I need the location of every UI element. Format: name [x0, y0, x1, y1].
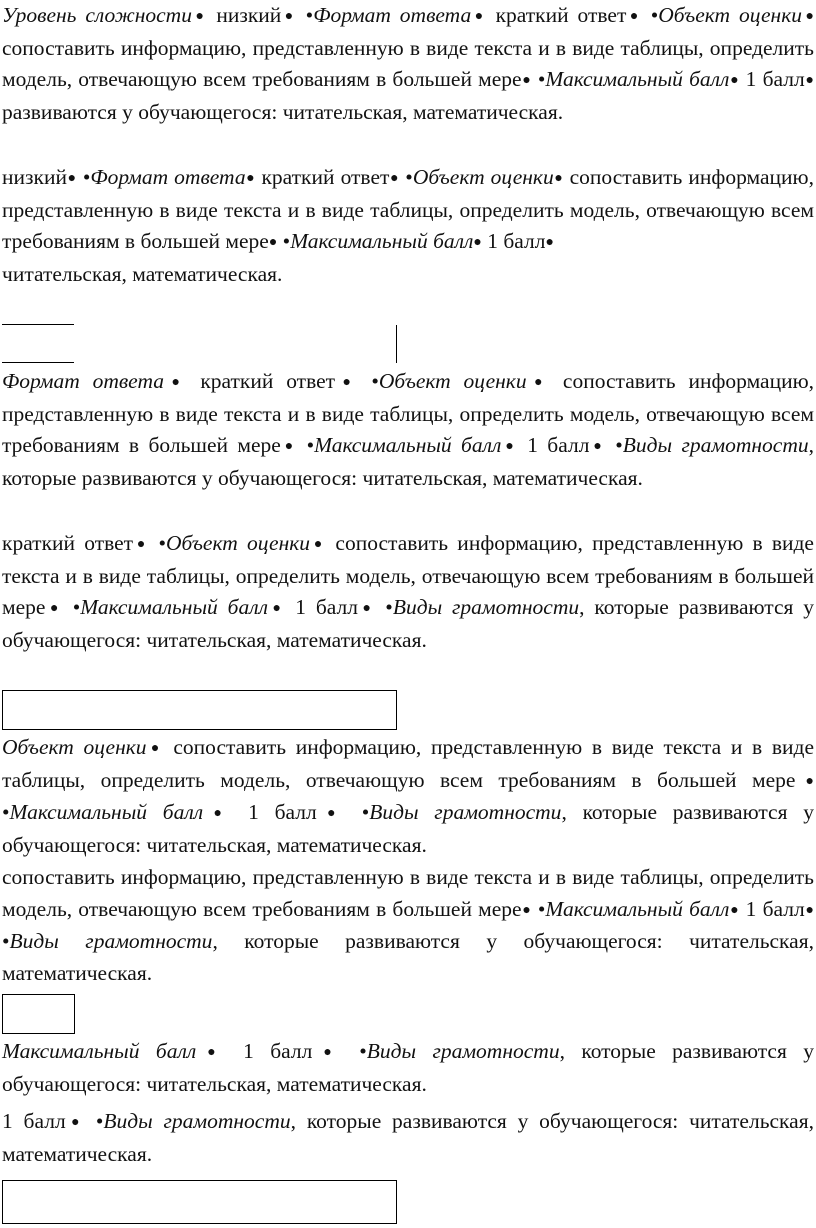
bullet-icon: ●	[245, 171, 256, 186]
bullet-icon: ●	[589, 439, 606, 454]
bullet-icon: ●	[281, 9, 297, 24]
empty-box	[2, 1180, 397, 1224]
bullet-icon: ●	[553, 171, 564, 186]
paragraph-2: низкий● •Формат ответа● краткий ответ● •Объект оценки● сопоставить информацию, представленную в виде текста и в виде таблицы, определить модель, отвечающую всем требованиям в большей мере● •Максимальный балл● 1 балл● читательская, математическая.	[2, 165, 814, 286]
divider-line	[2, 324, 74, 325]
bullet-icon: ●	[473, 235, 482, 250]
vertical-line	[396, 325, 397, 363]
paragraph-8: 1 балл● •Виды грамотности, которые развиваются у обучающегося: читательская, математическая.	[2, 1109, 814, 1166]
bullet-icon: ●	[804, 73, 814, 88]
bullet-icon: ●	[164, 375, 188, 390]
bullet-icon: ●	[545, 235, 554, 250]
paragraph-1: Уровень сложности● низкий● •Формат ответа● краткий ответ● •Объект оценки● сопоставить информацию, представленную в виде текста и в виде таблицы, определить модель, отвечающую всем требованиям в большей мере● •Максимальный балл● 1 балл● развиваются у обучающегося: читательская, математическая.	[2, 3, 814, 124]
bullet-icon: ●	[802, 9, 814, 24]
paragraph-5: Объект оценки● сопоставить информацию, представленную в виде текста и в виде таблицы, определить модель, отвечающую всем требованиям в большей мере● •Максимальный балл● 1 балл● •Виды грамотности, которые развиваются у обучающегося: читательская, математическая.	[2, 735, 814, 857]
bullet-icon: ●	[203, 806, 233, 821]
bullet-icon: ●	[795, 773, 814, 789]
bullet-icon: ●	[316, 806, 346, 821]
paragraph-7: Максимальный балл● 1 балл● •Виды грамотности, которые развиваются у обучающегося: читательская, математическая.	[2, 1039, 814, 1096]
bullet-icon: ●	[804, 902, 814, 918]
bullet-icon: ●	[521, 73, 532, 88]
paragraph-4: краткий ответ● •Объект оценки● сопоставить информацию, представленную в виде текста и в виде таблицы, определить модель, отвечающую всем требованиям в большей мере● •Максимальный балл● 1 балл● •Виды грамотности, которые развиваются у обучающегося: читательская, математическая.	[2, 531, 814, 652]
bullet-icon: ●	[521, 902, 532, 918]
empty-box	[2, 690, 397, 730]
bullet-icon: ●	[280, 439, 298, 454]
bullet-icon: ●	[267, 601, 286, 616]
divider-line	[2, 362, 74, 363]
bullet-icon: ●	[335, 375, 359, 390]
empty-box	[2, 994, 75, 1034]
bullet-icon: ●	[66, 171, 77, 186]
text-italic: Уровень сложности	[2, 3, 192, 27]
bullet-icon: ●	[389, 171, 400, 186]
paragraph-6: сопоставить информацию, представленную в виде текста и в виде таблицы, определить модель, отвечающую всем требованиям в большей мере● •Максимальный балл● 1 балл● •Виды грамотности, которые развиваются у обучающегося: читательская, математическая.	[2, 865, 814, 985]
bullet-icon: ●	[729, 902, 740, 918]
bullet-icon: ●	[65, 1115, 86, 1130]
bullet-icon: ●	[626, 9, 642, 24]
bullet-icon: ●	[312, 1045, 343, 1060]
bullet-icon: ●	[146, 741, 164, 756]
bullet-icon: ●	[268, 235, 278, 250]
bullet-icon: ●	[358, 601, 376, 616]
bullet-icon: ●	[45, 601, 63, 616]
bullet-icon: ●	[501, 439, 518, 454]
bullet-icon: ●	[471, 9, 487, 24]
bullet-icon: ●	[310, 537, 327, 552]
bullet-icon: ●	[191, 9, 208, 24]
paragraph-3: Формат ответа● краткий ответ● •Объект оценки● сопоставить информацию, представленную в виде текста и в виде таблицы, определить модель, отвечающую всем требованиям в большей мере● •Максимальный балл● 1 балл● •Виды грамотности, которые развиваются у обучающегося: читательская, математическая.	[2, 369, 815, 490]
bullet-icon: ●	[526, 375, 551, 390]
bullet-icon: ●	[729, 73, 740, 88]
bullet-icon: ●	[196, 1045, 227, 1060]
bullet-icon: ●	[133, 537, 150, 552]
